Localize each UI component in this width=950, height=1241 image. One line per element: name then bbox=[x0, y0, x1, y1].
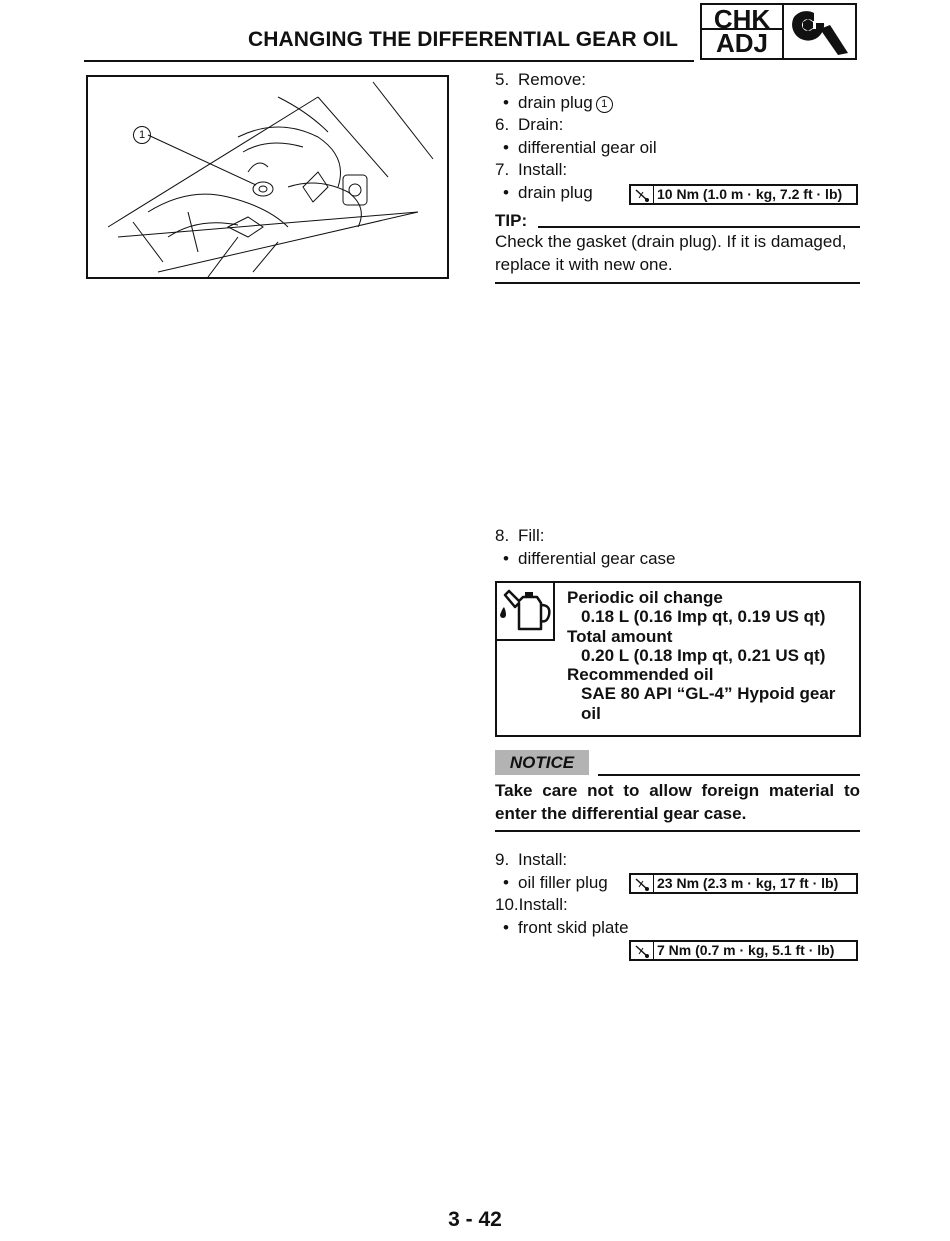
chk-adj-badge bbox=[700, 3, 857, 60]
step-8-item: • differential gear case bbox=[495, 548, 860, 571]
tip-end-rule bbox=[495, 282, 860, 284]
oil-can-icon bbox=[497, 583, 555, 641]
torque-wrench-icon bbox=[631, 875, 654, 892]
total-amount-value: 0.20 L (0.18 Imp qt, 0.21 US qt) bbox=[581, 645, 826, 665]
steps-install-plug-skid bbox=[495, 849, 860, 939]
torque-wrench-icon bbox=[631, 186, 654, 203]
total-amount-label: Total amount bbox=[567, 626, 673, 646]
notice-label: NOTICE bbox=[495, 750, 589, 775]
vehicle-underside-drawing bbox=[88, 77, 447, 277]
torque-spec-oil-filler-plug: 23 Nm (2.3 m · kg, 17 ft · lb) bbox=[629, 873, 858, 894]
periodic-oil-change-value: 0.18 L (0.16 Imp qt, 0.19 US qt) bbox=[581, 607, 826, 627]
page-number: 3 - 42 bbox=[448, 1208, 502, 1231]
wrench-icon bbox=[786, 7, 854, 57]
callout-1: 1 bbox=[133, 126, 151, 144]
step-5-item: • drain plug 1 bbox=[495, 92, 860, 115]
step-5: 5. Remove: bbox=[495, 70, 587, 89]
step-9-item: • oil filler plug bbox=[495, 872, 860, 895]
step-8: 8. Fill: bbox=[495, 526, 545, 545]
badge-line-chk: CHK bbox=[702, 5, 782, 30]
ref-callout-1: 1 bbox=[596, 96, 613, 113]
torque-spec-drain-plug: 10 Nm (1.0 m · kg, 7.2 ft · lb) bbox=[629, 184, 858, 205]
notice-end-rule bbox=[495, 830, 860, 832]
recommended-oil-value-line1: SAE 80 API “GL-4” Hypoid gear bbox=[581, 684, 836, 704]
page-title: CHANGING THE DIFFERENTIAL GEAR OIL bbox=[247, 28, 678, 51]
oil-specification-box bbox=[495, 581, 861, 737]
step-10-item: • front skid plate bbox=[495, 917, 860, 940]
tip-rule bbox=[538, 226, 860, 228]
step-10: 10.Install: bbox=[495, 895, 568, 914]
oil-spec-text bbox=[567, 588, 859, 723]
periodic-oil-change-label: Periodic oil change bbox=[567, 588, 723, 607]
badge-text bbox=[702, 5, 784, 58]
torque-wrench-icon bbox=[631, 942, 654, 959]
step-9: 9. Install: bbox=[495, 850, 568, 869]
notice-rule bbox=[598, 774, 860, 776]
badge-line-adj: ADJ bbox=[715, 28, 768, 58]
step-8-block bbox=[495, 525, 860, 570]
recommended-oil-value-line2: oil bbox=[581, 703, 601, 723]
tip-text: Check the gasket (drain plug). If it is damaged, replace it with new one. bbox=[495, 232, 847, 274]
step-6-item: • differential gear oil bbox=[495, 137, 860, 160]
title-rule bbox=[84, 60, 694, 62]
notice-text: Take care not to allow foreign material to enter the differential gear case. bbox=[495, 781, 860, 823]
step-7-item: • drain plug bbox=[495, 182, 860, 205]
recommended-oil-label: Recommended oil bbox=[567, 665, 714, 685]
torque-spec-front-skid-plate: 7 Nm (0.7 m · kg, 5.1 ft · lb) bbox=[629, 940, 858, 961]
step-7: 7. Install: bbox=[495, 160, 568, 179]
tip-label: TIP: bbox=[495, 211, 528, 230]
step-6: 6. Drain: bbox=[495, 115, 564, 134]
drain-plug-illustration bbox=[86, 75, 449, 279]
